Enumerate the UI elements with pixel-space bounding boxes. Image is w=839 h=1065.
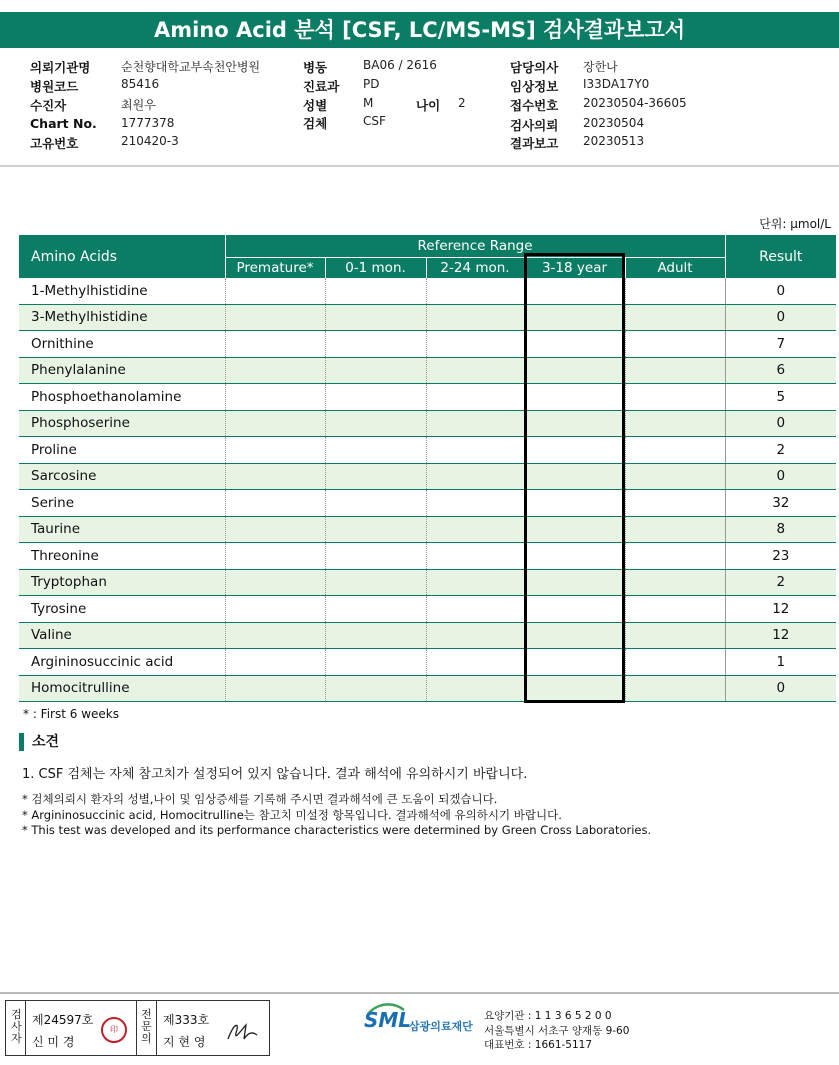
label-receipt-no: 접수번호 <box>510 98 559 113</box>
reference-range-cell <box>325 384 426 411</box>
reference-range-cell <box>225 437 325 464</box>
table-row <box>19 649 836 676</box>
reference-range-cell <box>426 278 524 304</box>
amino-acid-name: Valine <box>19 622 225 649</box>
reference-range-cell <box>225 622 325 649</box>
reference-range-cell <box>325 304 426 331</box>
footer <box>0 992 839 1065</box>
result-value: 0 <box>725 410 836 437</box>
comment-line-1: 1. CSF 검체는 자체 참고치가 설정되어 있지 않습니다. 결과 해석에 유의하시기 바랍니다. <box>22 767 528 782</box>
reference-range-cell <box>225 410 325 437</box>
table-row <box>19 437 836 464</box>
reference-range-cell <box>625 490 725 517</box>
reference-range-cell <box>625 569 725 596</box>
value-report-date: 20230513 <box>583 134 645 148</box>
reference-range-cell <box>325 675 426 702</box>
phone: 대표번호 : 1661-5117 <box>484 1039 593 1051</box>
reference-range-cell <box>426 569 524 596</box>
value-institution: 순천향대학교부속천안병원 <box>121 60 261 74</box>
reference-range-cell <box>225 516 325 543</box>
reference-range-cell <box>625 596 725 623</box>
reference-range-cell <box>426 331 524 358</box>
amino-acid-name: Proline <box>19 437 225 464</box>
label-ward: 병동 <box>303 60 328 75</box>
result-value: 8 <box>725 516 836 543</box>
footnote: * : First 6 weeks <box>23 707 119 721</box>
comment-title: 소견 <box>19 733 59 751</box>
specialist-label: 전문의 <box>141 1008 152 1045</box>
amino-acid-name: Tryptophan <box>19 569 225 596</box>
reference-range-cell <box>426 543 524 570</box>
result-value: 1 <box>725 649 836 676</box>
amino-acid-name: Phenylalanine <box>19 357 225 384</box>
label-institution: 의뢰기관명 <box>30 60 91 75</box>
value-doctor: 장한나 <box>583 60 618 74</box>
value-patient: 최원우 <box>121 98 156 112</box>
seal-stamp-icon: 印 <box>101 1017 127 1043</box>
value-sex: M <box>363 96 374 110</box>
lab-code: 요양기관 : 1 1 3 6 5 2 0 0 <box>484 1010 612 1022</box>
reference-range-cell <box>225 649 325 676</box>
header-ref-2-24-mon: 2-24 mon. <box>426 258 524 279</box>
result-value: 0 <box>725 675 836 702</box>
divider <box>136 1001 137 1055</box>
reference-range-cell <box>325 622 426 649</box>
reference-range-cell <box>225 278 325 304</box>
value-chart-no: 1777378 <box>121 116 175 130</box>
table-row <box>19 304 836 331</box>
result-value: 7 <box>725 331 836 358</box>
label-report-date: 결과보고 <box>510 136 559 151</box>
reference-range-cell <box>225 675 325 702</box>
result-value: 12 <box>725 596 836 623</box>
value-receipt-no: 20230504-36605 <box>583 96 687 110</box>
reference-range-cell <box>426 490 524 517</box>
label-specimen: 검체 <box>303 116 328 131</box>
table-row <box>19 516 836 543</box>
result-value: 32 <box>725 490 836 517</box>
unit-label: 단위: µmol/L <box>759 217 831 231</box>
label-clinical-info: 임상정보 <box>510 79 559 94</box>
header-ref-premature: Premature* <box>225 258 325 279</box>
reference-range-cell <box>225 384 325 411</box>
reference-range-cell <box>426 675 524 702</box>
reference-range-cell <box>625 543 725 570</box>
reference-range-cell <box>325 278 426 304</box>
value-clinical-info: I33DA17Y0 <box>583 77 650 91</box>
reference-range-cell <box>225 490 325 517</box>
table-row <box>19 278 836 304</box>
result-value: 2 <box>725 437 836 464</box>
label-request-date: 검사의뢰 <box>510 118 559 133</box>
amino-acid-name: Homocitrulline <box>19 675 225 702</box>
comment-note-3: * This test was developed and its performance characteristics were determined by Green Cross Laboratories. <box>22 823 652 837</box>
amino-acid-name: Ornithine <box>19 331 225 358</box>
comment-note-2: * Argininosuccinic acid, Homocitrulline는 참고치 미설정 항목입니다. 결과해석에 유의하시기 바랍니다. <box>22 808 562 822</box>
result-value: 6 <box>725 357 836 384</box>
value-department: PD <box>363 77 380 91</box>
label-department: 진료과 <box>303 79 340 94</box>
reference-range-cell <box>426 437 524 464</box>
amino-acid-name: Sarcosine <box>19 463 225 490</box>
header-ref-adult: Adult <box>625 258 725 279</box>
amino-acid-name: Tyrosine <box>19 596 225 623</box>
header-ref-3-18-year: 3-18 year <box>524 258 625 279</box>
reference-range-cell <box>426 304 524 331</box>
reference-range-cell <box>625 649 725 676</box>
reference-range-cell <box>426 516 524 543</box>
reference-range-cell <box>426 384 524 411</box>
reference-range-cell <box>426 596 524 623</box>
reference-range-cell <box>625 675 725 702</box>
divider <box>156 1001 157 1055</box>
result-value: 2 <box>725 569 836 596</box>
header-reference-range: Reference Range <box>225 235 725 258</box>
reference-range-cell <box>625 278 725 304</box>
reference-range-cell <box>325 516 426 543</box>
value-ward: BA06 / 2616 <box>363 58 437 72</box>
reference-range-cell <box>625 437 725 464</box>
result-value: 0 <box>725 463 836 490</box>
reference-range-cell <box>325 331 426 358</box>
amino-acid-table <box>19 235 836 702</box>
value-hospital-code: 85416 <box>121 77 160 91</box>
result-value: 0 <box>725 278 836 304</box>
reference-range-cell <box>325 649 426 676</box>
reference-range-cell <box>325 569 426 596</box>
label-chart-no: Chart No. <box>30 116 97 131</box>
reference-range-cell <box>426 622 524 649</box>
signature-box <box>5 1000 270 1056</box>
header-ref-0-1-mon: 0-1 mon. <box>325 258 426 279</box>
value-unique-no: 210420-3 <box>121 134 179 148</box>
specialist-name: 지 현 영 <box>163 1035 206 1049</box>
table-row <box>19 675 836 702</box>
signature-icon <box>224 1019 260 1045</box>
amino-acid-name: 1-Methylhistidine <box>19 278 225 304</box>
header-result: Result <box>725 235 836 278</box>
reference-range-cell <box>225 357 325 384</box>
table-row <box>19 543 836 570</box>
reference-range-cell <box>625 463 725 490</box>
highlight-box-3-18-year <box>524 253 625 703</box>
table-row <box>19 357 836 384</box>
reference-range-cell <box>625 384 725 411</box>
value-specimen: CSF <box>363 114 386 128</box>
result-value: 12 <box>725 622 836 649</box>
table-row <box>19 331 836 358</box>
result-value: 23 <box>725 543 836 570</box>
reference-range-cell <box>225 304 325 331</box>
reference-range-cell <box>426 463 524 490</box>
reference-range-cell <box>325 437 426 464</box>
reference-range-cell <box>625 516 725 543</box>
inspector-no: 제24597호 <box>32 1013 94 1027</box>
header-amino-acids: Amino Acids <box>19 235 225 278</box>
report-title: Amino Acid 분석 [CSF, LC/MS-MS] 검사결과보고서 <box>0 12 839 48</box>
table-row <box>19 410 836 437</box>
reference-range-cell <box>325 543 426 570</box>
reference-range-cell <box>325 463 426 490</box>
comment-note-1: * 검체의뢰시 환자의 성별,나이 및 임상증세를 기록해 주시면 결과해석에 큰 도움이 되겠습니다. <box>22 792 498 806</box>
reference-range-cell <box>426 410 524 437</box>
table-row <box>19 569 836 596</box>
reference-range-cell <box>225 331 325 358</box>
reference-range-cell <box>625 622 725 649</box>
reference-range-cell <box>625 304 725 331</box>
reference-range-cell <box>325 490 426 517</box>
reference-range-cell <box>225 463 325 490</box>
amino-acid-name: Taurine <box>19 516 225 543</box>
amino-acid-name: Serine <box>19 490 225 517</box>
table-row <box>19 384 836 411</box>
reference-range-cell <box>325 410 426 437</box>
patient-info-header <box>0 50 839 167</box>
amino-acid-name: Argininosuccinic acid <box>19 649 225 676</box>
sml-logo: SML <box>364 1008 412 1032</box>
inspector-name: 신 미 경 <box>32 1035 75 1049</box>
reference-range-cell <box>625 357 725 384</box>
amino-acid-name: Phosphoethanolamine <box>19 384 225 411</box>
reference-range-cell <box>225 569 325 596</box>
result-value: 0 <box>725 304 836 331</box>
divider <box>25 1001 26 1055</box>
reference-range-cell <box>426 357 524 384</box>
label-unique-no: 고유번호 <box>30 136 79 151</box>
address: 서울특별시 서초구 양재동 9-60 <box>484 1025 630 1037</box>
reference-range-cell <box>325 357 426 384</box>
label-age: 나이 <box>416 98 441 113</box>
reference-range-cell <box>325 596 426 623</box>
table-row <box>19 622 836 649</box>
table-row <box>19 490 836 517</box>
value-request-date: 20230504 <box>583 116 645 130</box>
table-row <box>19 596 836 623</box>
reference-range-cell <box>225 596 325 623</box>
value-age: 2 <box>458 96 466 110</box>
table-row <box>19 463 836 490</box>
label-hospital-code: 병원코드 <box>30 79 79 94</box>
reference-range-cell <box>625 410 725 437</box>
result-value: 5 <box>725 384 836 411</box>
org-name: 삼광의료재단 <box>409 1020 473 1033</box>
specialist-no: 제333호 <box>163 1013 210 1027</box>
amino-acid-name: 3-Methylhistidine <box>19 304 225 331</box>
reference-range-cell <box>426 649 524 676</box>
amino-acid-name: Phosphoserine <box>19 410 225 437</box>
label-doctor: 담당의사 <box>510 60 559 75</box>
inspector-label: 검사자 <box>11 1008 22 1045</box>
reference-range-cell <box>225 543 325 570</box>
label-sex: 성별 <box>303 98 328 113</box>
reference-range-cell <box>625 331 725 358</box>
amino-acid-name: Threonine <box>19 543 225 570</box>
label-patient: 수진자 <box>30 98 67 113</box>
